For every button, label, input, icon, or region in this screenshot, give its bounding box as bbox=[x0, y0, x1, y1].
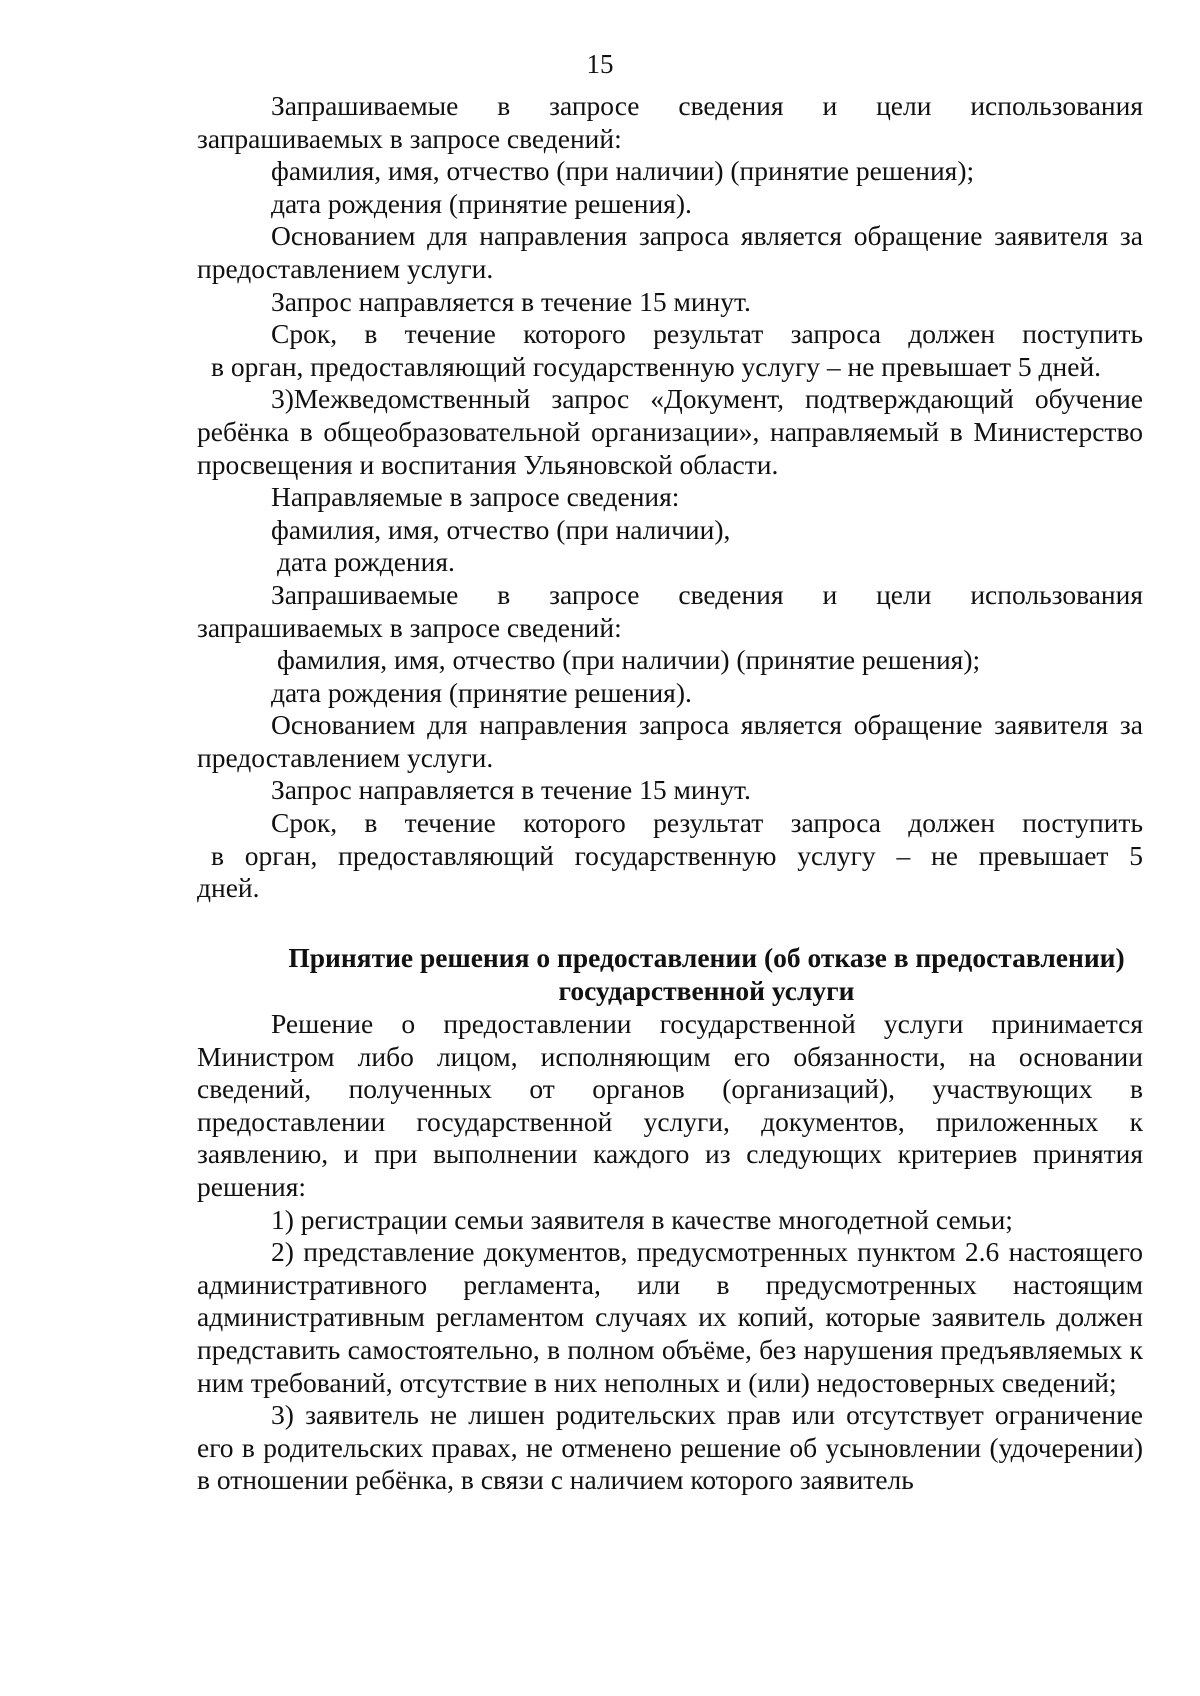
paragraph: Основанием для направления запроса является обращение заявителя за предоставлением услуги. bbox=[197, 709, 1143, 773]
page-number: 15 bbox=[586, 49, 614, 79]
paragraph: 1) регистрации семьи заявителя в качестве многодетной семьи; bbox=[271, 1203, 1013, 1235]
paragraph: фамилия, имя, отчество (при наличии) (принятие решения); bbox=[277, 644, 981, 676]
paragraph: в орган, предоставляющий государственную услугу – не превышает 5 bbox=[211, 839, 1143, 871]
heading-line: Принятие решения о предоставлении (об отказе в предоставлении) bbox=[288, 942, 1125, 973]
paragraph: Срок, в течение которого результат запроса должен поступить bbox=[271, 318, 1143, 350]
document-body-part-2 bbox=[197, 1008, 1143, 1497]
paragraph: Запрашиваемые в запросе сведения и цели использования запрашиваемых в запросе сведений: bbox=[197, 90, 1143, 154]
paragraph: фамилия, имя, отчество (при наличии), bbox=[271, 513, 731, 545]
document-body-part-1 bbox=[197, 90, 1143, 905]
paragraph: Запрос направляется в течение 15 минут. bbox=[271, 285, 751, 317]
paragraph: Запрашиваемые в запросе сведения и цели использования запрашиваемых в запросе сведений: bbox=[197, 578, 1143, 643]
paragraph: в орган, предоставляющий государственную услугу – не превышает 5 дней. bbox=[211, 350, 1102, 382]
paragraph: Решение о предоставлении государственной услуги принимается Министром либо лицом, исполняющим его обязанности, на основании сведений, полученных от органов (организаций), участвующих в предоставлении государственной услуги, документов, приложенных к заявлению, и при выполнении каждого из следующих критериев принятия решения: bbox=[197, 1008, 1143, 1202]
paragraph: дата рождения (принятие решения). bbox=[271, 676, 692, 708]
paragraph: 3)Межведомственный запрос «Документ, подтверждающий обучение ребёнка в общеобразовательной организации», направляемый в Министерство просвещения и воспитания Ульяновской области. bbox=[197, 383, 1143, 480]
paragraph: Запрос направляется в течение 15 минут. bbox=[271, 774, 751, 806]
paragraph: фамилия, имя, отчество (при наличии) (принятие решения); bbox=[271, 155, 975, 187]
heading-line: государственной услуги bbox=[558, 974, 855, 1006]
paragraph: дата рождения. bbox=[277, 546, 455, 578]
paragraph: Срок, в течение которого результат запроса должен поступить bbox=[271, 807, 1143, 839]
paragraph: дней. bbox=[197, 872, 260, 904]
paragraph: дата рождения (принятие решения). bbox=[271, 187, 692, 219]
paragraph: 2) представление документов, предусмотренных пунктом 2.6 настоящего административного регламента, или в предусмотренных настоящим административным регламентом случаях их копий, которые заявитель должен представить самостоятельно, в полном объёме, без нарушения предъявляемых к ним требований, отсутствие в них неполных и (или) недостоверных сведений; bbox=[197, 1236, 1143, 1398]
section-heading bbox=[270, 942, 1143, 1007]
paragraph: 3) заявитель не лишен родительских прав или отсутствует ограничение его в родительских правах, не отменено решение об усыновлении (удочерении) в отношении ребёнка, в связи с наличием которого заявитель bbox=[197, 1399, 1143, 1496]
paragraph: Основанием для направления запроса является обращение заявителя за предоставлением услуги. bbox=[197, 220, 1143, 284]
paragraph: Направляемые в запросе сведения: bbox=[271, 481, 680, 513]
